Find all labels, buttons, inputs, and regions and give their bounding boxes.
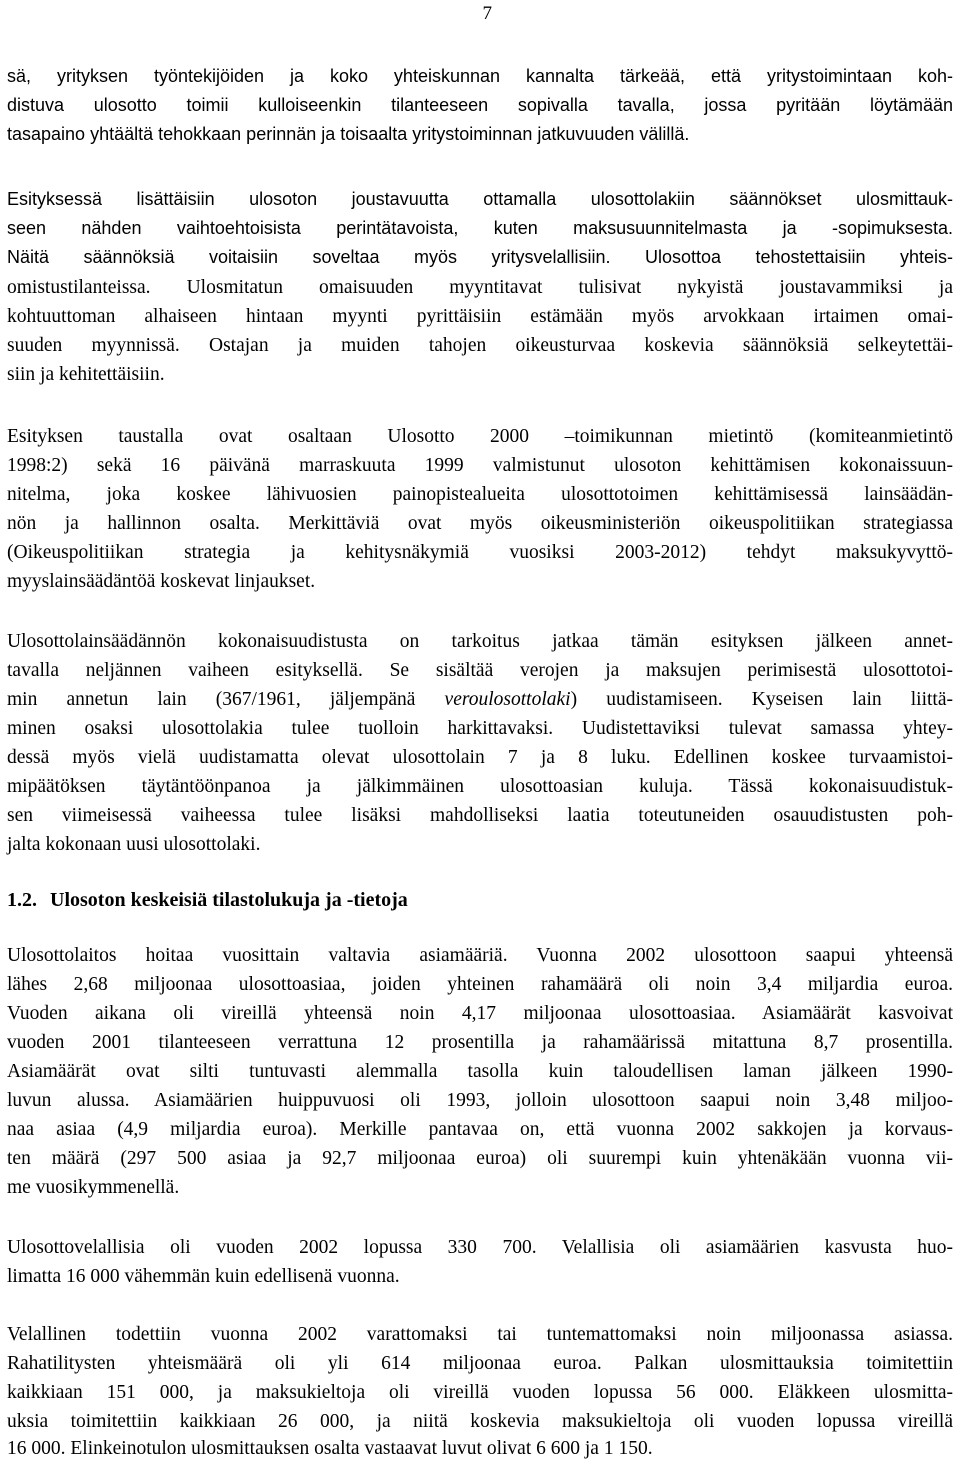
paragraph-5-line-8: ten määrä (297 500 asiaa ja 92,7 miljoonaa euroa) oli suurempi kuin yhtenäkään vuonna vii- [7, 1148, 953, 1169]
paragraph-5-line-9: me vuosikymmenellä. [7, 1177, 180, 1198]
page-number: 7 [482, 3, 492, 24]
paragraph-5-line-3: Vuoden aikana oli vireillä yhteensä noin 4,17 miljoonaa ulosottoasiaa. Asiamäärät kasvoivat [7, 1003, 953, 1024]
paragraph-3-line-1: Esityksen taustalla ovat osaltaan Ulosotto 2000 –toimikunnan mietintö (komiteanmietintö [7, 426, 953, 447]
paragraph-4-line-1: Ulosottolainsäädännön kokonaisuudistusta on tarkoitus jatkaa tämän esityksen jälkeen annet- [7, 631, 953, 652]
paragraph-2-line-4: omistustilanteissa. Ulosmitatun omaisuuden myyntitavat tulisivat nykyistä joustavammiksi ja [7, 277, 953, 298]
paragraph-5-line-2: lähes 2,68 miljoonaa ulosottoasiaa, joiden yhteinen rahamäärä oli noin 3,4 miljardia euroa. [7, 974, 953, 995]
paragraph-7-line-1: Velallinen todettiin vuonna 2002 varattomaksi tai tuntemattomaksi noin miljoonassa asiassa. [7, 1324, 953, 1345]
paragraph-7-line-3: kaikkiaan 151 000, ja maksukieltoja oli vireillä vuoden lopussa 56 000. Eläkkeen ulosmitta- [7, 1382, 953, 1403]
italic-term: veroulosottolaki [444, 689, 571, 710]
paragraph-2-line-7: siin ja kehitettäisiin. [7, 364, 165, 385]
paragraph-4-line-3-start: min annetun lain (367/1961, jäljempänä [7, 689, 445, 710]
paragraph-4-line-3 [7, 687, 953, 713]
paragraph-2-line-5: kohtuuttoman alhaiseen hintaan myynti pyrittäisiin estämään myös arvokkaan irtaimen omai- [7, 306, 953, 327]
paragraph-4-line-2: tavalla neljännen vaiheen esityksellä. Se sisältää verojen ja maksujen perimisestä ulosottotoi- [7, 660, 953, 681]
paragraph-6-line-1: Ulosottovelallisia oli vuoden 2002 lopussa 330 700. Velallisia oli asiamäärien kasvusta huo- [7, 1237, 953, 1258]
paragraph-2-line-6: suuden myynnissä. Ostajan ja muiden tahojen oikeusturvaa koskevia säännöksiä selkeytettäi- [7, 335, 953, 356]
paragraph-1-line-2: distuva ulosotto toimii kulloiseenkin tilanteeseen sopivalla tavalla, jossa pyritään löytämään [7, 95, 953, 115]
paragraph-4-line-4: minen osaksi ulosottolakia tulee tuolloin harkittavaksi. Uudistettaviksi tulevat samassa yhtey- [7, 718, 953, 739]
paragraph-4-line-6: mipäätöksen täytäntöönpanoa ja jälkimmäinen ulosottoasian kuluja. Tässä kokonaisuudistuk- [7, 776, 953, 797]
paragraph-7-line-2: Rahatilitysten yhteismäärä oli yli 614 miljoonaa euroa. Palkan ulosmittauksia toimitettiin [7, 1353, 953, 1374]
paragraph-5-line-5: Asiamäärät ovat silti tuntuvasti alemmalla tasolla kuin taloudellisen laman jälkeen 1990- [7, 1061, 953, 1082]
paragraph-1-line-3: tasapaino yhtäältä tehokkaan perinnän ja toisaalta yritystoiminnan jatkuvuuden välillä. [7, 124, 690, 144]
section-number: 1.2. [7, 889, 37, 911]
paragraph-4-line-3-end: ) uudistamiseen. Kyseisen lain liittä- [570, 689, 953, 710]
paragraph-3-line-5: (Oikeuspolitiikan strategia ja kehitysnäkymiä vuosiksi 2003-2012) tehdyt maksukyvyttö- [7, 542, 953, 563]
paragraph-2-line-2: seen nähden vaihtoehtoisista perintätavoista, kuten maksusuunnitelmasta ja -sopimuksesta. [7, 218, 953, 238]
paragraph-4-line-8: jalta kokonaan uusi ulosottolaki. [7, 834, 261, 855]
paragraph-3-line-4: nön ja hallinnon osalta. Merkittäviä ovat myös oikeusministeriön oikeuspolitiikan strategiassa [7, 513, 953, 534]
paragraph-3-line-3: nitelma, joka koskee lähivuosien painopistealueita ulosottotoimen kehittämisessä lainsäädän- [7, 484, 953, 505]
section-heading [7, 885, 408, 915]
paragraph-6-line-2: limatta 16 000 vähemmän kuin edellisenä vuonna. [7, 1266, 400, 1287]
paragraph-4-line-7: sen viimeisessä vaiheessa tulee lisäksi mahdolliseksi laatia toteutuneiden osauudistusten poh- [7, 805, 953, 826]
paragraph-1-line-1: sä, yrityksen työntekijöiden ja koko yhteiskunnan kannalta tärkeää, että yritystoimintaan koh- [7, 66, 953, 86]
section-title: Ulosoton keskeisiä tilastolukuja ja -tietoja [50, 889, 408, 911]
paragraph-5-line-4: vuoden 2001 tilanteeseen verrattuna 12 prosentilla ja rahamäärissä mitattuna 8,7 prosentilla. [7, 1032, 953, 1053]
paragraph-3-line-2: 1998:2) sekä 16 päivänä marraskuuta 1999 valmistunut ulosoton kehittämisen kokonaissuun- [7, 455, 953, 476]
paragraph-5-line-1: Ulosottolaitos hoitaa vuosittain valtavia asiamääriä. Vuonna 2002 ulosottoon saapui yhteensä [7, 945, 953, 966]
paragraph-3-line-6: myyslainsäädäntöä koskevat linjaukset. [7, 571, 316, 592]
paragraph-5-line-6: luvun alussa. Asiamäärien huippuvuosi oli 1993, jolloin ulosottoon saapui noin 3,48 miljoo- [7, 1090, 953, 1111]
paragraph-4-line-5: dessä myös vielä uudistamatta olevat ulosottolain 7 ja 8 luku. Edellinen koskee turvaamistoi- [7, 747, 953, 768]
paragraph-2-line-1: Esityksessä lisättäisiin ulosoton joustavuutta ottamalla ulosottolakiin säännökset ulosmittauk- [7, 189, 953, 209]
paragraph-2-line-3: Näitä säännöksiä voitaisiin soveltaa myös yritysvelallisiin. Ulosottoa tehostettaisiin yhteis- [7, 247, 953, 267]
paragraph-7-line-5: 16 000. Elinkeinotulon ulosmittauksen osalta vastaavat luvut olivat 6 600 ja 1 150. [7, 1438, 653, 1459]
paragraph-5-line-7: naa asiaa (4,9 miljardia euroa). Merkille pantavaa on, että vuonna 2002 sakkojen ja korvaus- [7, 1119, 953, 1140]
paragraph-7-line-4: uksia toimitettiin kaikkiaan 26 000, ja niitä koskevia maksukieltoja oli vuoden lopussa vireillä [7, 1411, 953, 1432]
